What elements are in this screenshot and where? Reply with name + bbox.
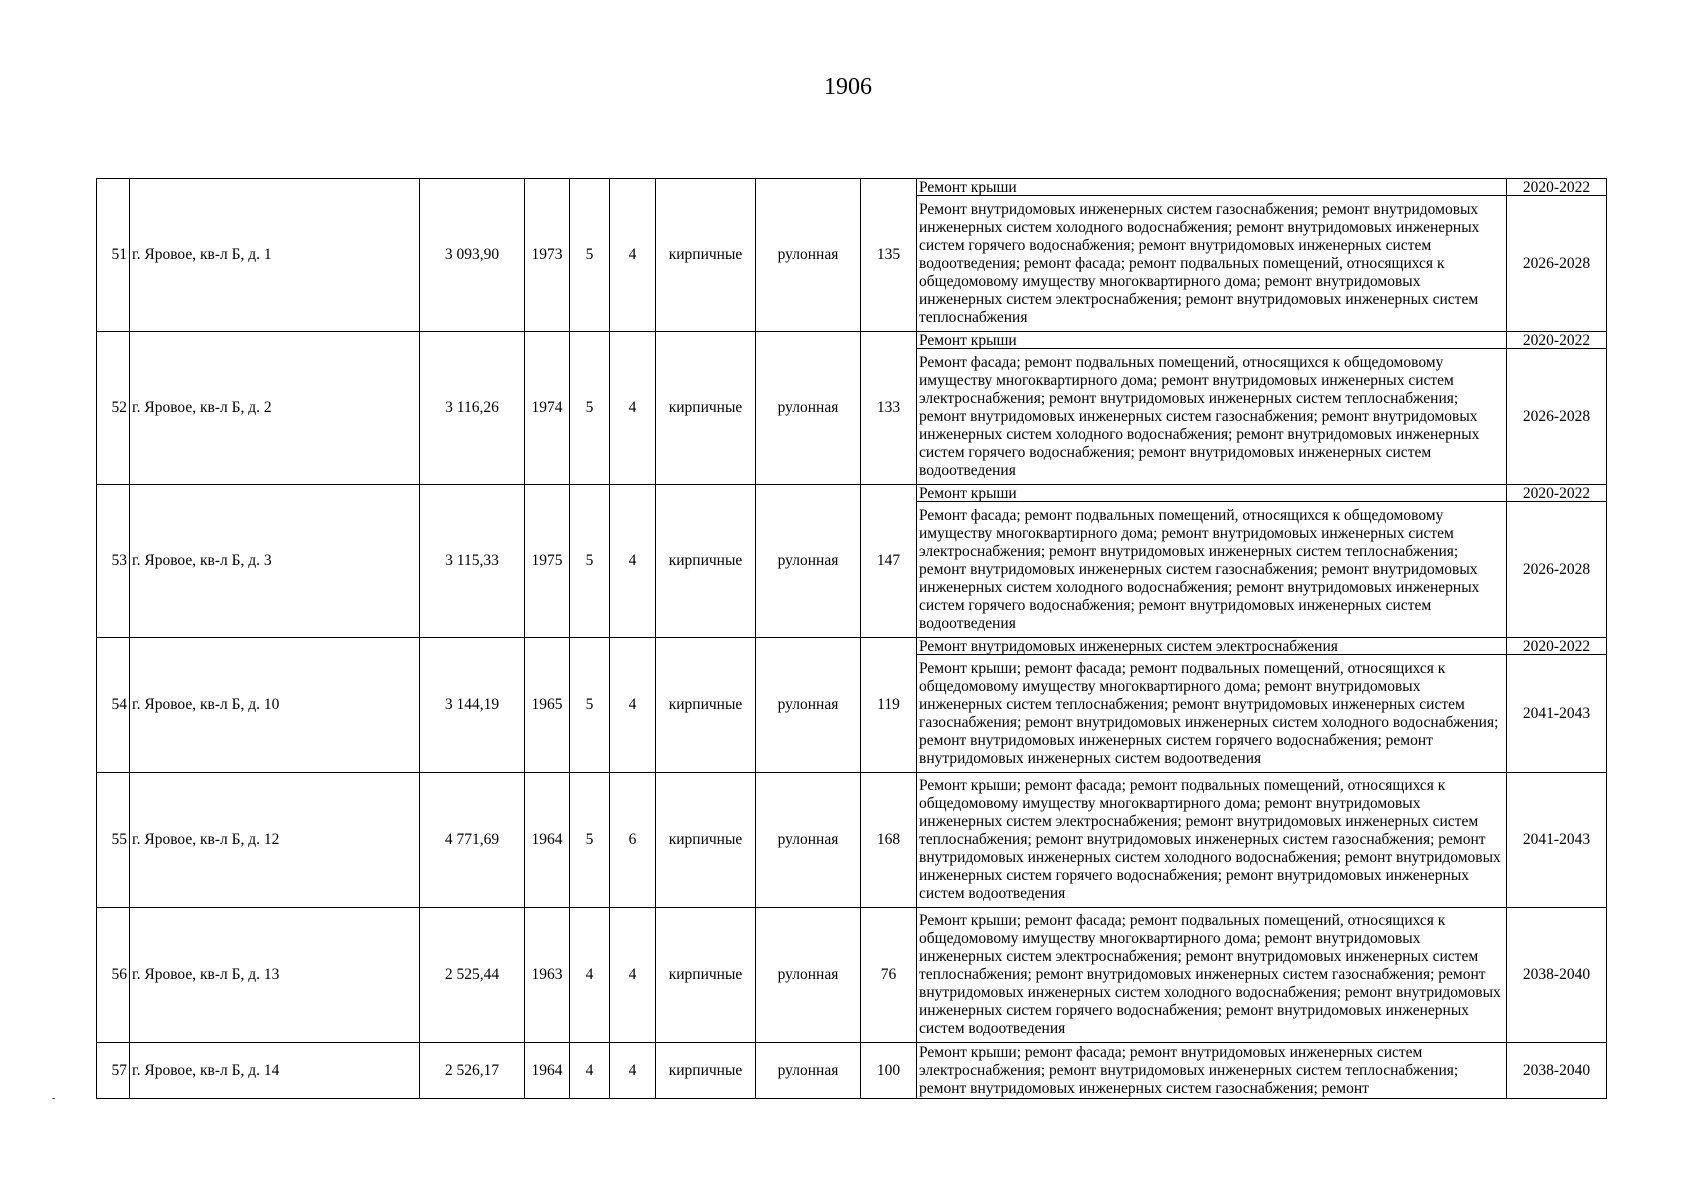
build-year-cell: 1964	[525, 773, 570, 908]
build-year-cell: 1964	[525, 1043, 570, 1099]
work-period-cell: 2020-2022	[1507, 332, 1607, 349]
work-description-cell: Ремонт фасада; ремонт подвальных помещений, относящихся к общедомовому имуществу многоквартирного дома; ремонт внутридомовых инженерных систем электроснабжения; ремонт внутридомовых инженерных систем теплоснабжения; ремонт внутридомовых инженерных систем газоснабжения; ремонт внутридомовых инженерных систем холодного водоснабжения; ремонт внутридомовых инженерных систем горячего водоснабжения; ремонт внутридомовых инженерных систем водоотведения	[917, 349, 1507, 485]
work-description-cell: Ремонт крыши	[917, 179, 1507, 196]
residents-cell: 133	[861, 332, 917, 485]
work-description-cell: Ремонт крыши; ремонт фасада; ремонт подвальных помещений, относящихся к общедомовому имуществу многоквартирного дома; ремонт внутридомовых инженерных систем теплоснабжения; ремонт внутридомовых инженерных систем газоснабжения; ремонт внутридомовых инженерных систем холодного водоснабжения; ремонт внутридомовых инженерных систем горячего водоснабжения; ремонт внутридомовых инженерных систем водоотведения	[917, 655, 1507, 773]
wall-material-cell: кирпичные	[656, 485, 756, 638]
total-area-cell: 2 525,44	[420, 908, 525, 1043]
work-period-cell: 2026-2028	[1507, 502, 1607, 638]
table-row	[97, 773, 1607, 908]
table-row	[97, 638, 1607, 655]
work-period-cell: 2038-2040	[1507, 908, 1607, 1043]
housing-registry-table	[96, 178, 1607, 1099]
wall-material-cell: кирпичные	[656, 179, 756, 332]
address-cell: г. Яровое, кв-л Б, д. 14	[130, 1043, 420, 1099]
row-number-cell: 53	[97, 485, 130, 638]
total-area-cell: 3 116,26	[420, 332, 525, 485]
work-description-cell: Ремонт внутридомовых инженерных систем электроснабжения	[917, 638, 1507, 655]
residents-cell: 147	[861, 485, 917, 638]
work-period-cell: 2041-2043	[1507, 655, 1607, 773]
total-area-cell: 4 771,69	[420, 773, 525, 908]
entrances-cell: 4	[610, 332, 656, 485]
entrances-cell: 4	[610, 638, 656, 773]
residents-cell: 135	[861, 179, 917, 332]
wall-material-cell: кирпичные	[656, 638, 756, 773]
work-description-cell: Ремонт фасада; ремонт подвальных помещений, относящихся к общедомовому имуществу многоквартирного дома; ремонт внутридомовых инженерных систем электроснабжения; ремонт внутридомовых инженерных систем теплоснабжения; ремонт внутридомовых инженерных систем газоснабжения; ремонт внутридомовых инженерных систем холодного водоснабжения; ремонт внутридомовых инженерных систем горячего водоснабжения; ремонт внутридомовых инженерных систем водоотведения	[917, 502, 1507, 638]
work-period-cell: 2026-2028	[1507, 196, 1607, 332]
floors-cell: 4	[570, 1043, 610, 1099]
roof-type-cell: рулонная	[756, 773, 861, 908]
build-year-cell: 1963	[525, 908, 570, 1043]
roof-type-cell: рулонная	[756, 908, 861, 1043]
total-area-cell: 3 144,19	[420, 638, 525, 773]
address-cell: г. Яровое, кв-л Б, д. 10	[130, 638, 420, 773]
entrances-cell: 4	[610, 908, 656, 1043]
residents-cell: 168	[861, 773, 917, 908]
build-year-cell: 1965	[525, 638, 570, 773]
floors-cell: 5	[570, 773, 610, 908]
total-area-cell: 3 115,33	[420, 485, 525, 638]
edge-mark: -	[52, 1093, 56, 1104]
entrances-cell: 4	[610, 179, 656, 332]
table-row	[97, 179, 1607, 196]
build-year-cell: 1975	[525, 485, 570, 638]
row-number-cell: 54	[97, 638, 130, 773]
roof-type-cell: рулонная	[756, 1043, 861, 1099]
work-period-cell: 2038-2040	[1507, 1043, 1607, 1099]
table-row	[97, 485, 1607, 502]
address-cell: г. Яровое, кв-л Б, д. 12	[130, 773, 420, 908]
table-row	[97, 908, 1607, 1043]
residents-cell: 100	[861, 1043, 917, 1099]
work-description-cell: Ремонт крыши; ремонт фасада; ремонт подвальных помещений, относящихся к общедомовому имуществу многоквартирного дома; ремонт внутридомовых инженерных систем электроснабжения; ремонт внутридомовых инженерных систем теплоснабжения; ремонт внутридомовых инженерных систем газоснабжения; ремонт внутридомовых инженерных систем холодного водоснабжения; ремонт внутридомовых инженерных систем горячего водоснабжения; ремонт внутридомовых инженерных систем водоотведения	[917, 908, 1507, 1043]
table-row	[97, 332, 1607, 349]
work-description-cell: Ремонт внутридомовых инженерных систем газоснабжения; ремонт внутридомовых инженерных систем холодного водоснабжения; ремонт внутридомовых инженерных систем горячего водоснабжения; ремонт внутридомовых инженерных систем водоотведения; ремонт фасада; ремонт подвальных помещений, относящихся к общедомовому имуществу многоквартирного дома; ремонт внутридомовых инженерных систем электроснабжения; ремонт внутридомовых инженерных систем теплоснабжения	[917, 196, 1507, 332]
build-year-cell: 1973	[525, 179, 570, 332]
address-cell: г. Яровое, кв-л Б, д. 3	[130, 485, 420, 638]
residents-cell: 76	[861, 908, 917, 1043]
row-number-cell: 56	[97, 908, 130, 1043]
address-cell: г. Яровое, кв-л Б, д. 2	[130, 332, 420, 485]
work-period-cell: 2026-2028	[1507, 349, 1607, 485]
work-period-cell: 2041-2043	[1507, 773, 1607, 908]
work-description-cell: Ремонт крыши	[917, 485, 1507, 502]
row-number-cell: 57	[97, 1043, 130, 1099]
work-period-cell: 2020-2022	[1507, 179, 1607, 196]
address-cell: г. Яровое, кв-л Б, д. 13	[130, 908, 420, 1043]
floors-cell: 5	[570, 332, 610, 485]
build-year-cell: 1974	[525, 332, 570, 485]
roof-type-cell: рулонная	[756, 485, 861, 638]
work-description-cell: Ремонт крыши; ремонт фасада; ремонт подвальных помещений, относящихся к общедомовому имуществу многоквартирного дома; ремонт внутридомовых инженерных систем электроснабжения; ремонт внутридомовых инженерных систем теплоснабжения; ремонт внутридомовых инженерных систем газоснабжения; ремонт внутридомовых инженерных систем холодного водоснабжения; ремонт внутридомовых инженерных систем горячего водоснабжения; ремонт внутридомовых инженерных систем водоотведения	[917, 773, 1507, 908]
work-period-cell: 2020-2022	[1507, 485, 1607, 502]
entrances-cell: 6	[610, 773, 656, 908]
roof-type-cell: рулонная	[756, 332, 861, 485]
floors-cell: 5	[570, 179, 610, 332]
work-description-cell: Ремонт крыши	[917, 332, 1507, 349]
row-number-cell: 52	[97, 332, 130, 485]
entrances-cell: 4	[610, 1043, 656, 1099]
floors-cell: 5	[570, 485, 610, 638]
roof-type-cell: рулонная	[756, 179, 861, 332]
registry-body	[97, 179, 1607, 1099]
wall-material-cell: кирпичные	[656, 908, 756, 1043]
entrances-cell: 4	[610, 485, 656, 638]
row-number-cell: 55	[97, 773, 130, 908]
work-description-cell: Ремонт крыши; ремонт фасада; ремонт внутридомовых инженерных систем электроснабжения; ремонт внутридомовых инженерных систем теплоснабжения; ремонт внутридомовых инженерных систем газоснабжения; ремонт	[917, 1043, 1507, 1099]
wall-material-cell: кирпичные	[656, 1043, 756, 1099]
residents-cell: 119	[861, 638, 917, 773]
floors-cell: 4	[570, 908, 610, 1043]
row-number-cell: 51	[97, 179, 130, 332]
total-area-cell: 3 093,90	[420, 179, 525, 332]
roof-type-cell: рулонная	[756, 638, 861, 773]
floors-cell: 5	[570, 638, 610, 773]
address-cell: г. Яровое, кв-л Б, д. 1	[130, 179, 420, 332]
wall-material-cell: кирпичные	[656, 773, 756, 908]
work-period-cell: 2020-2022	[1507, 638, 1607, 655]
page-number: 1906	[824, 74, 872, 100]
total-area-cell: 2 526,17	[420, 1043, 525, 1099]
table-row	[97, 1043, 1607, 1099]
wall-material-cell: кирпичные	[656, 332, 756, 485]
